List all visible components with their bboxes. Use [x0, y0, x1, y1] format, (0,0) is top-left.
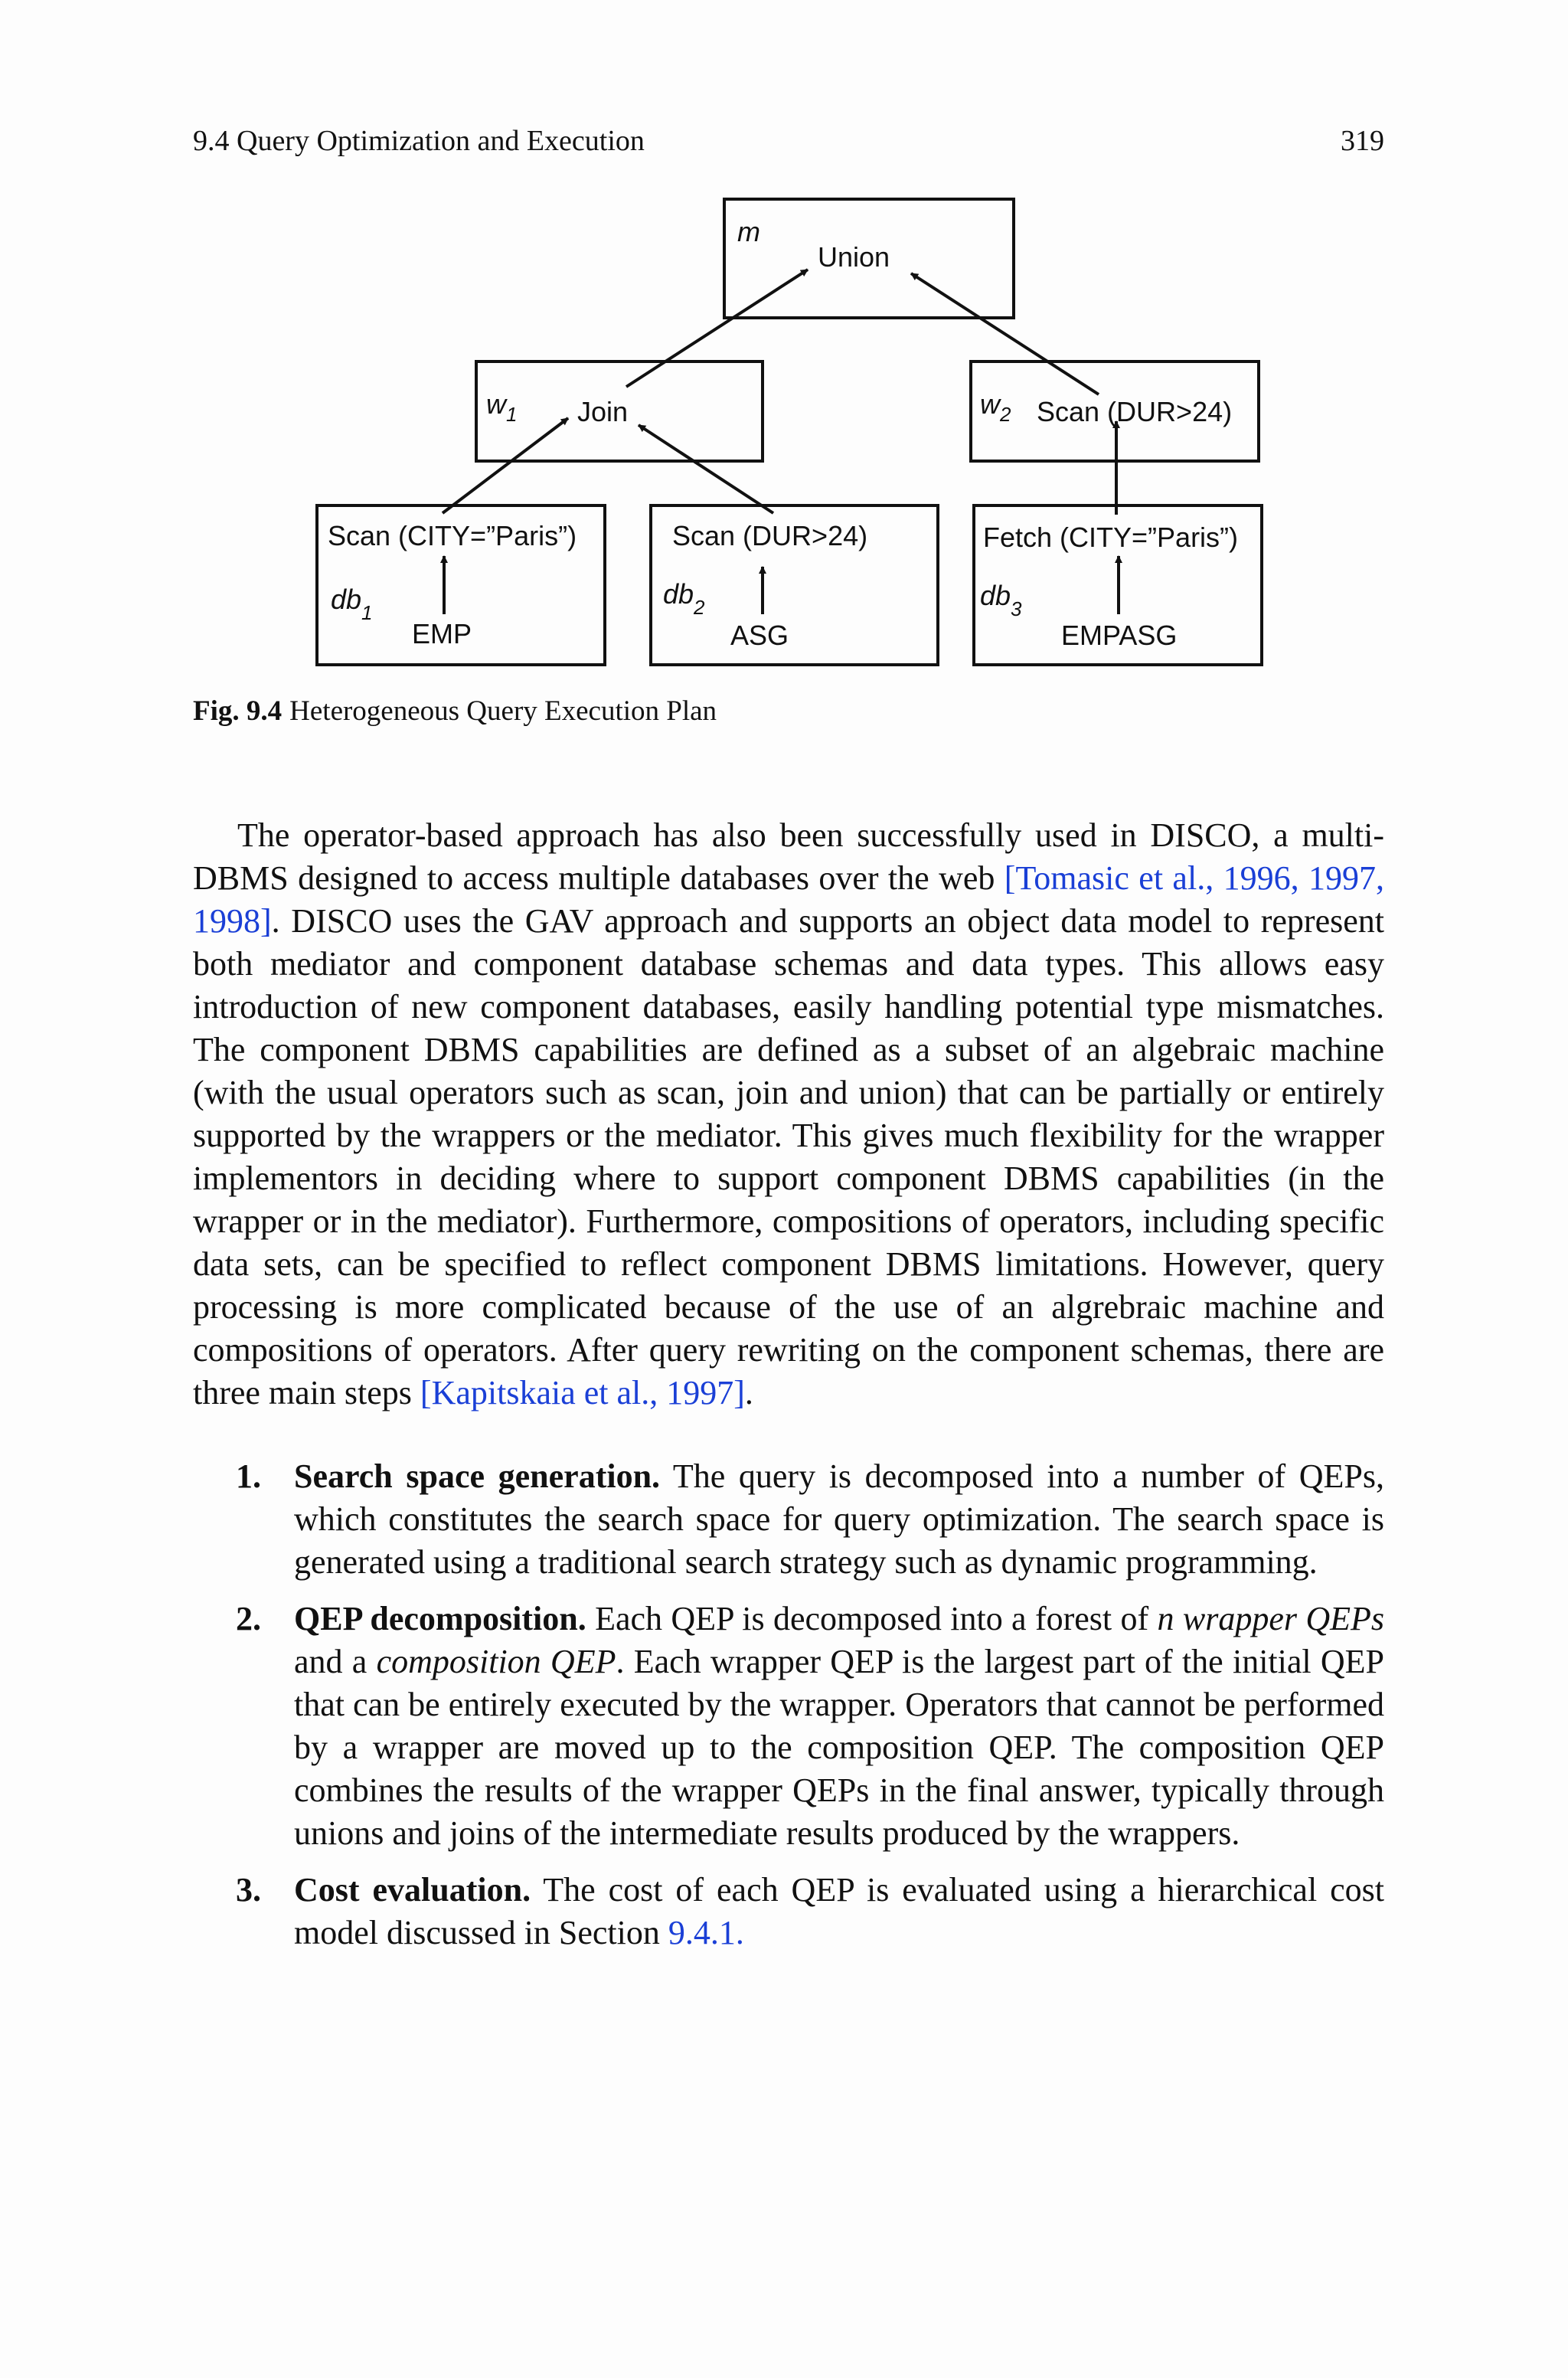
list-item — [193, 1455, 1384, 1584]
citation-kapitskaia[interactable]: [Kapitskaia et al., 1997] — [420, 1374, 745, 1411]
caption-text: Heterogeneous Query Execution Plan — [289, 695, 717, 727]
union-node: Union — [818, 241, 890, 273]
db-2-scan-node: Scan (DUR>24) — [672, 520, 868, 551]
paragraph-text-2: . DISCO uses the GAV approach and supports an object data model to represent both mediator and component database schemas and data types. This allows easy introduction of new component databases, easily handling potential type mismatches. The component DBMS capabilities are defined as a subset of an algebraic machine (with the usual operators such as scan, join and union) that can be partially or entirely supported by the wrappers or the mediator. This gives much flexibility for the wrapper implementors in deciding where to support component DBMS capabilities (in the wrapper or in the mediator). Furthermore, compositions of operators, including specific data sets, can be specified to reflect component DBMS limitations. However, query processing is more complicated because of the use of an algrebraic machine and compositions of operators. After query rewriting on the component schemas, there are three main steps — [193, 902, 1384, 1411]
step-text: The query is decomposed into a number of QEPs, which constitutes the search space for query optimization. The search space is generated using a traditional search strategy such as dynamic programming. — [294, 1457, 1385, 1581]
join-node: Join — [577, 396, 629, 427]
steps-list — [193, 1455, 1384, 1968]
step-text: and a — [294, 1643, 377, 1680]
section-link[interactable]: 9.4.1. — [668, 1914, 744, 1951]
page-number: 319 — [1341, 125, 1384, 157]
paragraph-text-1: The operator-based approach has also been successfully used in DISCO, a multi-DBMS designed to access multiple databases over the web — [193, 816, 1384, 897]
wrapper-1-label: $w_1$ — [486, 388, 518, 426]
edge-join-union — [626, 270, 808, 387]
query-plan-figure — [0, 0, 1568, 689]
db-3-fetch-node: Fetch (CITY=”Paris”) — [983, 522, 1239, 553]
step-heading: Cost evaluation. — [294, 1871, 531, 1909]
step-emphasis: composition QEP — [376, 1643, 616, 1680]
citation-tomasic[interactable]: [Tomasic et al., 1996, 1997, 1998] — [193, 859, 1384, 940]
step-heading: QEP decomposition. — [294, 1600, 586, 1637]
caption-label: Fig. 9.4 — [193, 695, 283, 727]
step-number: 3. — [236, 1871, 261, 1909]
db-1-label: $db_1$ — [331, 584, 373, 624]
step-text: The cost of each QEP is evaluated using a hierarchical cost model discussed in Section — [294, 1871, 1385, 1951]
list-item — [193, 1598, 1384, 1855]
edge-db2-join — [639, 425, 773, 513]
list-item — [193, 1869, 1384, 1954]
figure-caption — [193, 693, 717, 730]
asg-relation: ASG — [730, 620, 789, 651]
emp-relation: EMP — [412, 618, 472, 649]
empasg-relation: EMPASG — [1061, 620, 1178, 651]
mediator-label: m — [737, 216, 760, 247]
db-2-label: $db_2$ — [663, 578, 705, 619]
db-1-scan-node: Scan (CITY=”Paris”) — [328, 520, 577, 551]
edge-scan-w2-union — [911, 273, 1099, 394]
step-text: . Each wrapper QEP is the largest part of the initial QEP that can be entirely executed by the wrapper. Operators that cannot be performed by a wrapper are moved up to the composition QEP. The composition QEP combines the results of the wrapper QEPs in the final answer, typically through unions and joins of the intermediate results produced by the wrappers. — [294, 1643, 1384, 1852]
edge-db1-join — [443, 418, 568, 513]
step-text: Each QEP is decomposed into a forest of — [586, 1600, 1158, 1637]
step-number: 2. — [236, 1600, 261, 1637]
section-title: 9.4 Query Optimization and Execution — [193, 125, 645, 157]
wrapper-2-label: $w_2$ — [980, 388, 1011, 426]
body-paragraph — [193, 814, 1384, 1415]
w2-scan-node: Scan (DUR>24) — [1037, 396, 1233, 427]
db-3-label: $db_3$ — [980, 580, 1022, 620]
paragraph-text-3: . — [744, 1374, 753, 1411]
step-emphasis: n wrapper QEPs — [1157, 1600, 1384, 1637]
step-number: 1. — [236, 1457, 261, 1495]
step-heading: Search space generation. — [294, 1457, 661, 1495]
